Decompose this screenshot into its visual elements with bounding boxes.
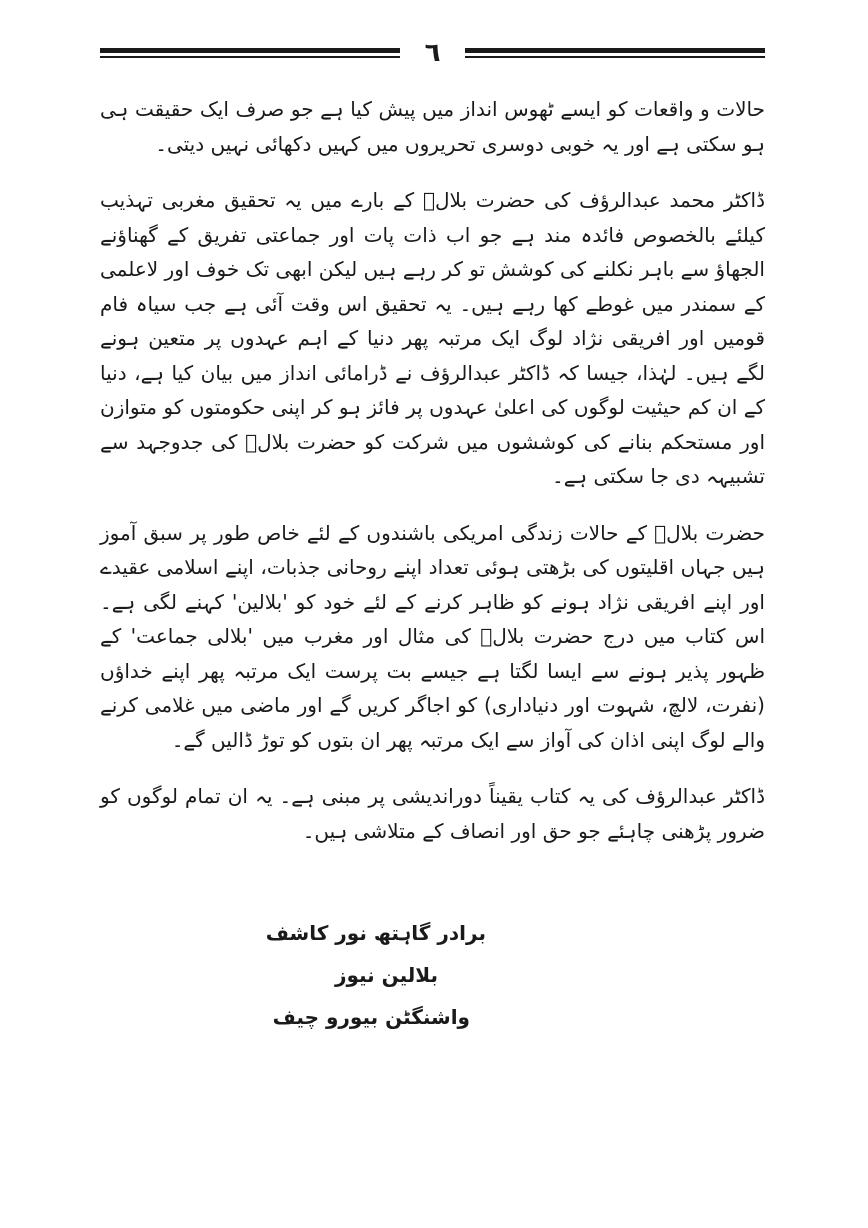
page-number: ٦ <box>424 38 441 68</box>
paragraph-2: ڈاکٹر محمد عبدالرؤف کی حضرت بلالؓ کے بارے میں یہ تحقیق مغربی تہذیب کیلئے بالخصوص فائدہ مند ہے جو اب ذات پات اور جماعتی تفریق کے گھناؤنے الجھاؤ سے باہر نکلنے کی کوشش تو کر رہے ہیں لیکن ابھی تک خوف اور لاعلمی کے سمندر میں غوطے کھا رہے ہیں۔ یہ تحقیق اس وقت آئی ہے جب سیاہ فام قومیں اور افریقی نژاد لوگ ایک مرتبہ پھر دنیا کے اہم عہدوں پر متعین ہونے لگے ہیں۔ لہٰذا، جیسا کہ ڈاکٹر عبدالرؤف نے ڈرامائی انداز میں بیان کیا ہے، دنیا کے ان کم حیثیت لوگوں کی اعلیٰ عہدوں پر فائز ہو کر اپنی حکومتوں کو متوازن اور مستحکم بنانے کی کوششوں میں شرکت کو حضرت بلالؓ کی جدوجہد سے تشبیہہ دی جا سکتی ہے۔ <box>100 188 765 488</box>
paragraph-1: حالات و واقعات کو ایسے ٹھوس انداز میں پیش کیا ہے جو صرف ایک حقیقت ہی ہو سکتی ہے اور یہ خوبی دوسری تحریروں میں کہیں دکھائی نہیں دیتی۔ <box>100 97 765 156</box>
signature-organization: بلالین نیوز <box>334 963 438 987</box>
signature-block <box>0 912 868 1038</box>
header-rule-left <box>100 48 400 58</box>
header-rule-right <box>465 48 765 58</box>
signature-title: واشنگٹن بیورو چیف <box>272 1005 470 1029</box>
body-text <box>100 92 765 870</box>
paragraph-3: حضرت بلالؓ کے حالات زندگی امریکی باشندوں کے لئے خاص طور پر سبق آموز ہیں جہاں اقلیتوں کی بڑھتی ہوئی تعداد اپنے روحانی جذبات، اپنے اسلامی عقیدے اور اپنے افریقی نژاد ہونے کو ظاہر کرنے کے لئے خود کو 'بلالین' کہنے لگی ہے۔ اس کتاب میں درج حضرت بلالؓ کی مثال اور مغرب میں 'بلالی جماعت' کے ظہور پذیر ہونے سے ایسا لگتا ہے جیسے بت پرست ایک مرتبہ پھر اپنے خداؤں (نفرت، لالچ، شہوت اور دنیاداری) کو اجاگر کریں گے اور ماضی میں غلامی کرنے والے لوگ اپنی اذان کی آواز سے ایک مرتبہ پھر ان بتوں کو توڑ ڈالیں گے۔ <box>100 520 765 752</box>
page-header <box>100 38 765 68</box>
signature-name: برادر گاہتھ نور کاشف <box>265 921 486 945</box>
paragraph-4: ڈاکٹر عبدالرؤف کی یہ کتاب یقیناً دوراندیشی پر مبنی ہے۔ یہ ان تمام لوگوں کو ضرور پڑھنی چاہئے جو حق اور انصاف کے متلاشی ہیں۔ <box>100 784 765 843</box>
